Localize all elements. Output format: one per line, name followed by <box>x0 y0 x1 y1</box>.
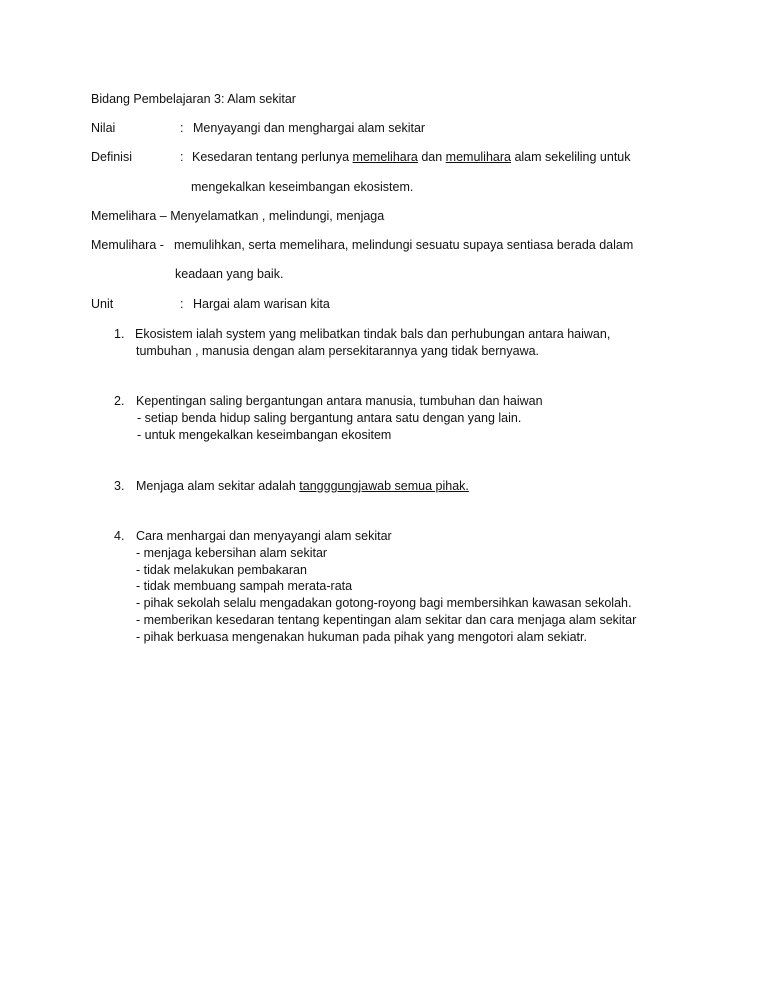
memulihara-line-1: memulihkan, serta memelihara, melindungi sesuatu supaya sentiasa berada dalam <box>174 238 634 252</box>
definisi-label: Definisi <box>91 150 132 164</box>
unit-value: Hargai alam warisan kita <box>193 297 330 311</box>
item-4-line-7: - pihak berkuasa mengenakan hukuman pada pihak yang mengotori alam sekiatr. <box>136 630 587 644</box>
heading: Bidang Pembelajaran 3: Alam sekitar <box>91 92 296 106</box>
item-4-number: 4. <box>114 529 125 543</box>
memulihara-line-2: keadaan yang baik. <box>175 267 284 281</box>
item-4-line-2: - menjaga kebersihan alam sekitar <box>136 546 328 560</box>
nilai-colon: : <box>180 121 184 135</box>
item-2-number: 2. <box>114 394 125 408</box>
unit-label: Unit <box>91 297 114 311</box>
item-1-line-2: tumbuhan , manusia dengan alam persekitarannya yang tidak bernyawa. <box>136 344 540 358</box>
item-3-line <box>136 478 469 495</box>
item-2-line-3: - untuk mengekalkan keseimbangan ekositem <box>137 428 392 442</box>
definisi-text-a: Kesedaran tentang perlunya <box>192 150 353 164</box>
item-4-line-4: - tidak membuang sampah merata-rata <box>136 579 353 593</box>
item-4-line-3: - tidak melakukan pembakaran <box>136 563 307 577</box>
definisi-line-2: mengekalkan keseimbangan ekosistem. <box>191 180 414 194</box>
item-3-underlined: tangggungjawab semua pihak. <box>299 479 469 493</box>
definisi-line-1 <box>192 149 631 166</box>
term-memulihara: memulihara <box>445 150 511 164</box>
term-memelihara: memelihara <box>352 150 418 164</box>
item-1-number: 1. <box>114 327 125 341</box>
item-2-line-1: Kepentingan saling bergantungan antara manusia, tumbuhan dan haiwan <box>136 394 543 408</box>
memelihara-definition: Memelihara – Menyelamatkan , melindungi, menjaga <box>91 209 385 223</box>
definisi-text-c: alam sekeliling untuk <box>510 150 631 164</box>
definisi-text-b: dan <box>417 150 446 164</box>
item-4-line-1: Cara menhargai dan menyayangi alam sekitar <box>136 529 392 543</box>
item-1-line-1: Ekosistem ialah system yang melibatkan tindak bals dan perhubungan antara haiwan, <box>135 327 611 341</box>
definisi-colon: : <box>180 150 184 164</box>
item-3-number: 3. <box>114 479 125 493</box>
item-3-text: Menjaga alam sekitar adalah <box>136 479 300 493</box>
nilai-label: Nilai <box>91 121 116 135</box>
item-4-line-5: - pihak sekolah selalu mengadakan gotong-royong bagi membersihkan kawasan sekolah. <box>136 596 632 610</box>
memulihara-label: Memulihara - <box>91 238 164 252</box>
unit-colon: : <box>180 297 184 311</box>
item-4-line-6: - memberikan kesedaran tentang kepentingan alam sekitar dan cara menjaga alam sekitar <box>136 613 637 627</box>
nilai-value: Menyayangi dan menghargai alam sekitar <box>193 121 426 135</box>
item-2-line-2: - setiap benda hidup saling bergantung antara satu dengan yang lain. <box>137 411 522 425</box>
